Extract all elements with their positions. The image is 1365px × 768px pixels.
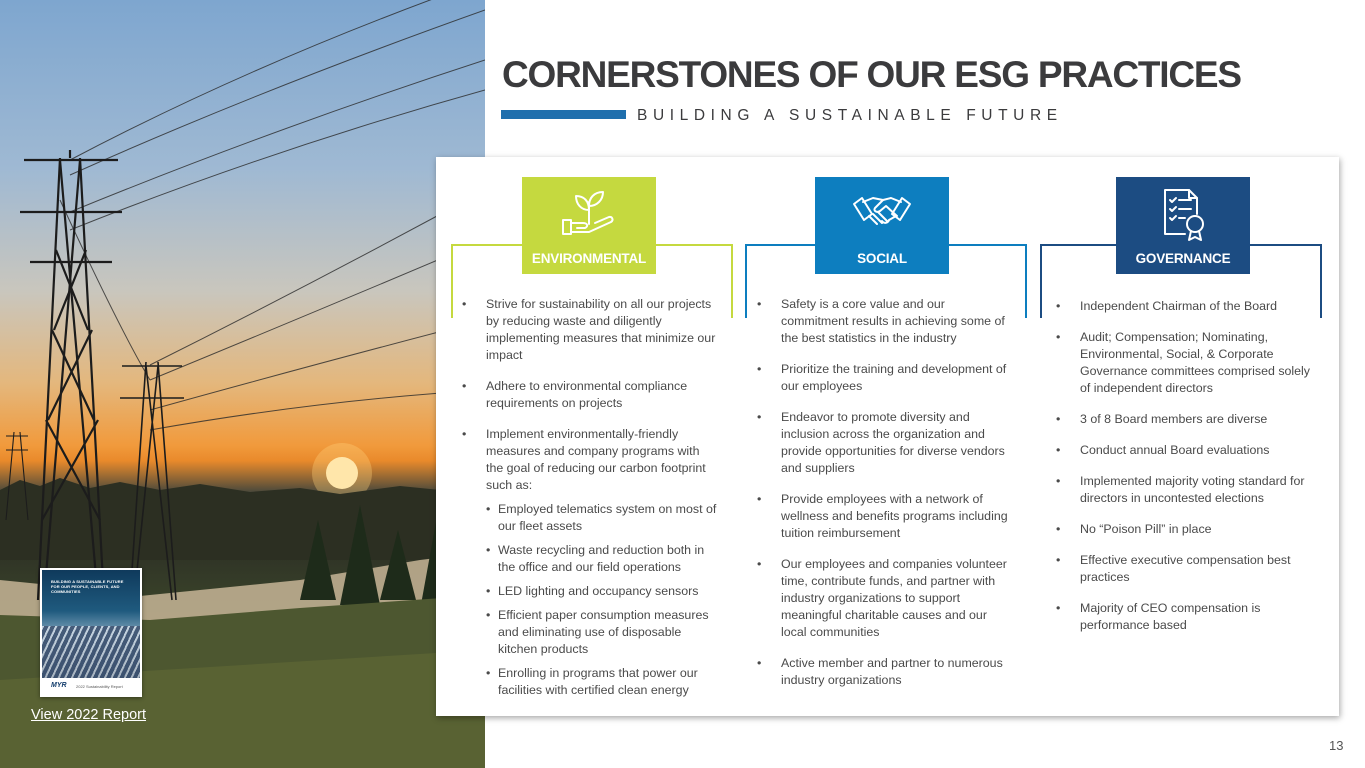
list-item: • Our employees and companies volunteer time, contribute funds, and partner with industry organizations to support meaningful charitable causes and our local communities xyxy=(752,556,1014,641)
list-item: • Provide employees with a network of wellness and benefits programs including tuition reimbursement xyxy=(752,491,1014,542)
social-label: SOCIAL xyxy=(857,251,907,266)
list-item: • Majority of CEO compensation is performance based xyxy=(1051,600,1313,634)
report-cover-thumbnail[interactable] xyxy=(40,568,142,697)
environmental-sub-list xyxy=(486,501,719,699)
report-cover-footer xyxy=(42,678,140,695)
title-accent-bar xyxy=(501,110,626,119)
report-cover-title: BUILDING A SUSTAINABLE FUTURE FOR OUR PEOPLE, CLIENTS, AND COMMUNITIES xyxy=(51,579,124,594)
hero-photo-power-lines-sunset xyxy=(0,0,485,768)
list-item: • Active member and partner to numerous industry organizations xyxy=(752,655,1014,689)
environmental-tile xyxy=(522,177,656,274)
sub-list-item: • Efficient paper consumption measures and eliminating use of disposable kitchen products xyxy=(486,607,719,658)
list-item: • Safety is a core value and our commitment results in achieving some of the best statistics in the industry xyxy=(752,296,1014,347)
governance-label: GOVERNANCE xyxy=(1135,251,1231,266)
list-item: • Implemented majority voting standard for directors in uncontested elections xyxy=(1051,473,1313,507)
report-cover-caption: 2022 Sustainability Report xyxy=(76,684,123,689)
list-item xyxy=(457,296,719,364)
sub-list-item: • Enrolling in programs that power our facilities with certified clean energy xyxy=(486,665,719,699)
governance-tile xyxy=(1116,177,1250,274)
environmental-label: ENVIRONMENTAL xyxy=(531,251,647,266)
social-bullet-list xyxy=(752,296,1014,703)
certificate-checklist-icon xyxy=(1155,188,1211,242)
pillar-environmental xyxy=(436,157,736,716)
plant-hand-icon xyxy=(559,188,619,240)
esg-pillars-card xyxy=(436,157,1339,716)
bullet-text: Adhere to environmental compliance requirements on projects xyxy=(486,379,688,410)
pillar-governance xyxy=(1031,157,1331,716)
handshake-icon xyxy=(851,188,913,240)
governance-bullet-list xyxy=(1051,298,1313,648)
sub-list-item: • LED lighting and occupancy sensors xyxy=(486,583,719,600)
list-item: • Endeavor to promote diversity and inclusion across the organization and provide opportunities for diverse vendors and suppliers xyxy=(752,409,1014,477)
report-cover-solar-image xyxy=(42,626,140,678)
list-item: • No “Poison Pill” in place xyxy=(1051,521,1313,538)
list-item: • Independent Chairman of the Board xyxy=(1051,298,1313,315)
view-report-link[interactable]: View 2022 Report xyxy=(31,707,147,723)
environmental-bullet-list xyxy=(457,296,719,706)
sub-list-item: • Employed telematics system on most of our fleet assets xyxy=(486,501,719,535)
list-item xyxy=(457,378,719,412)
list-item: • Prioritize the training and development of our employees xyxy=(752,361,1014,395)
bullet-text: Strive for sustainability on all our projects by reducing waste and diligently implementing measures that minimize our impact xyxy=(486,297,716,362)
list-item: • 3 of 8 Board members are diverse xyxy=(1051,411,1313,428)
list-item xyxy=(457,426,719,699)
list-item: • Audit; Compensation; Nominating, Environmental, Social, & Corporate Governance committees comprised solely of independent directors xyxy=(1051,329,1313,397)
myr-logo: MYR xyxy=(51,682,67,689)
page-number: 13 xyxy=(1329,738,1344,753)
bullet-text: Implement environmentally-friendly measures and company programs with the goal of reducing our carbon footprint such as: xyxy=(486,427,706,492)
page-subtitle: BUILDING A SUSTAINABLE FUTURE xyxy=(637,107,1063,124)
list-item: • Effective executive compensation best practices xyxy=(1051,552,1313,586)
page-title: CORNERSTONES OF OUR ESG PRACTICES xyxy=(502,54,1241,95)
social-tile xyxy=(815,177,949,274)
list-item: • Conduct annual Board evaluations xyxy=(1051,442,1313,459)
pillar-social xyxy=(736,157,1031,716)
sub-list-item: • Waste recycling and reduction both in the office and our field operations xyxy=(486,542,719,576)
